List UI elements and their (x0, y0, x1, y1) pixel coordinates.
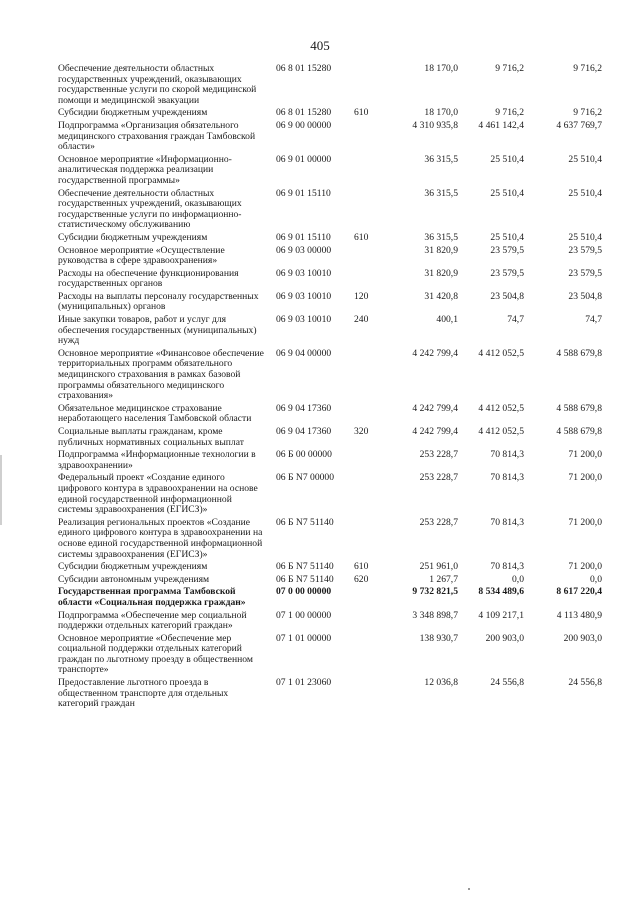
row-name: Федеральный проект «Создание единого цифрового контура в здравоохранении на основе единой государственной информационной системы здравоохранения (ЕГИСЗ)» (58, 472, 258, 516)
table-row (58, 450, 618, 471)
row-value-2: 25 510,4 (490, 153, 524, 165)
row-value-3: 23 504,8 (568, 290, 602, 302)
row-name: Основное мероприятие «Осуществление руководства в сфере здравоохранения» (58, 244, 225, 267)
table-row (58, 246, 618, 267)
row-value-1: 4 242 799,4 (412, 347, 458, 359)
row-expense-type (354, 246, 378, 267)
row-expense-type (354, 518, 378, 560)
row-value-1: 253 228,7 (419, 472, 458, 484)
row-value-3: 8 617 220,4 (556, 586, 602, 598)
row-value-3: 4 113 480,9 (556, 609, 602, 621)
row-value-2: 9 716,2 (495, 107, 524, 119)
row-value-2: 8 534 489,6 (478, 586, 524, 598)
row-value-1: 253 228,7 (419, 449, 458, 461)
row-value-3: 71 200,0 (568, 449, 602, 461)
row-value-1: 4 242 799,4 (412, 426, 458, 437)
row-name: Субсидии автономным учреждениям (58, 573, 210, 585)
row-value-3: 4 637 769,7 (556, 119, 602, 131)
row-value-2: 23 504,8 (490, 290, 524, 302)
row-value-1: 31 420,8 (424, 290, 458, 302)
row-name: Основное мероприятие «Обеспечение мер социальной поддержки отдельных категорий граждан по льготному проезду в общественном транспорте» (58, 632, 253, 676)
row-value-3: 23 579,5 (568, 244, 602, 256)
row-value-1: 36 315,5 (424, 187, 458, 199)
row-code: 07 1 00 00000 (276, 609, 332, 621)
row-value-3: 4 588 679,8 (556, 426, 602, 437)
budget-table (58, 64, 618, 712)
row-value-2: 70 814,3 (490, 516, 524, 528)
row-value-3: 25 510,4 (568, 153, 602, 165)
row-expense-type (354, 678, 378, 710)
row-value-1: 18 170,0 (424, 63, 458, 74)
table-row (58, 269, 618, 290)
row-value-2: 200 903,0 (485, 632, 524, 644)
row-code: 07 0 00 00000 (276, 586, 332, 598)
table-row (58, 473, 618, 515)
row-code: 06 9 03 10010 (276, 314, 332, 326)
row-value-3: 25 510,4 (568, 187, 602, 199)
row-code: 06 Б N7 51140 (276, 561, 334, 573)
table-row (58, 233, 618, 244)
row-value-3: 71 200,0 (568, 561, 602, 573)
row-value-2: 9 716,2 (495, 63, 524, 74)
row-value-3: 4 588 679,8 (556, 402, 602, 414)
row-value-2: 23 579,5 (490, 244, 524, 256)
row-expense-type (354, 64, 378, 106)
row-value-2: 23 579,5 (490, 267, 524, 279)
row-value-2: 0,0 (512, 573, 524, 585)
row-value-1: 9 732 821,5 (412, 586, 458, 598)
row-name: Основное мероприятие «Финансовое обеспечение территориальных программ обязательного медицинского страхования в рамках базовой программы обязательного медицинского страхования» (58, 347, 264, 402)
row-value-3: 23 579,5 (568, 267, 602, 279)
row-value-2: 4 412 052,5 (478, 347, 524, 359)
row-name: Предоставление льготного проезда в общественном транспорте для отдельных категорий граждан (58, 677, 229, 710)
row-name: Обеспечение деятельности областных государственных учреждений, оказывающих государственные услуги по скорой медицинской помощи и медицинской эвакуации (58, 63, 257, 106)
page-number: 405 (310, 38, 330, 53)
row-name: Субсидии бюджетным учреждениям (58, 231, 208, 243)
row-name: Иные закупки товаров, работ и услуг для обеспечения государственных (муниципальных) нужд (58, 314, 257, 347)
table-row (58, 575, 618, 586)
table-row (58, 518, 618, 560)
row-value-3: 9 716,2 (573, 107, 602, 119)
table-row (58, 587, 618, 608)
row-name: Подпрограмма «Информационные технологии в здравоохранении» (58, 449, 256, 471)
table-row (58, 634, 618, 676)
row-expense-type: 610 (354, 231, 369, 243)
row-code: 06 9 04 17360 (276, 426, 332, 437)
row-name: Социальные выплаты гражданам, кроме публичных нормативных социальных выплат (58, 426, 244, 448)
row-code: 07 1 01 23060 (276, 677, 332, 689)
row-value-2: 4 412 052,5 (478, 426, 524, 437)
row-name: Обязательное медицинское страхование неработающего населения Тамбовской области (58, 402, 252, 425)
row-code: 06 8 01 15280 (276, 107, 332, 119)
scan-artifact (0, 455, 2, 525)
row-code: 06 Б 00 00000 (276, 449, 332, 461)
row-code: 06 9 00 00000 (276, 119, 332, 131)
scan-speck (468, 888, 470, 890)
row-name: Субсидии бюджетным учреждениям (58, 107, 208, 119)
row-value-2: 70 814,3 (490, 472, 524, 484)
row-value-1: 31 820,9 (424, 267, 458, 279)
row-value-2: 24 556,8 (490, 677, 524, 689)
row-name: Обеспечение деятельности областных государственных учреждений, оказывающих государственные услуги по информационно-статистическому обслуживанию (58, 187, 242, 231)
row-expense-type: 610 (354, 107, 369, 119)
row-value-1: 31 820,9 (424, 244, 458, 256)
row-code: 06 9 01 15110 (276, 187, 331, 199)
row-expense-type: 240 (354, 314, 369, 326)
row-name: Расходы на выплаты персоналу государственных (муниципальных) органов (58, 290, 259, 313)
row-expense-type: 120 (354, 290, 369, 302)
row-expense-type (354, 121, 378, 153)
table-row (58, 427, 618, 448)
row-code: 06 9 03 10010 (276, 290, 332, 302)
row-value-2: 4 109 217,1 (478, 609, 524, 621)
row-expense-type: 320 (354, 426, 369, 437)
row-value-1: 4 242 799,4 (412, 402, 458, 414)
row-code: 07 1 01 00000 (276, 632, 332, 644)
table-row (58, 611, 618, 632)
row-code: 06 9 04 00000 (276, 347, 332, 359)
row-expense-type (354, 269, 378, 290)
row-value-1: 253 228,7 (419, 516, 458, 528)
row-value-1: 3 348 898,7 (412, 609, 458, 621)
row-expense-type: 610 (354, 561, 369, 573)
row-code: 06 9 03 00000 (276, 244, 332, 256)
row-value-2: 70 814,3 (490, 449, 524, 461)
row-expense-type (354, 587, 378, 608)
table-row (58, 155, 618, 187)
row-value-1: 18 170,0 (424, 107, 458, 119)
row-value-3: 4 588 679,8 (556, 347, 602, 359)
row-name: Государственная программа Тамбовской области «Социальная поддержка граждан» (58, 586, 246, 608)
row-expense-type (354, 473, 378, 515)
row-value-1: 251 961,0 (419, 561, 458, 573)
row-code: 06 Б N7 51140 (276, 573, 334, 585)
row-name: Субсидии бюджетным учреждениям (58, 561, 208, 573)
row-value-1: 1 267,7 (429, 573, 458, 585)
row-expense-type (354, 349, 378, 402)
row-code: 06 8 01 15280 (276, 63, 332, 74)
row-name: Подпрограмма «Организация обязательного медицинского страхования граждан Тамбовской области» (58, 119, 256, 153)
row-expense-type (354, 634, 378, 676)
row-code: 06 9 04 17360 (276, 402, 332, 414)
row-name: Подпрограмма «Обеспечение мер социальной поддержки отдельных категорий граждан» (58, 609, 247, 632)
row-expense-type (354, 404, 378, 425)
row-value-2: 4 412 052,5 (478, 402, 524, 414)
table-row (58, 108, 618, 119)
row-code: 06 Б N7 00000 (276, 472, 335, 484)
row-expense-type (354, 155, 378, 187)
row-value-2: 74,7 (507, 314, 524, 326)
table-row (58, 404, 618, 425)
row-value-3: 24 556,8 (568, 677, 602, 689)
table-row (58, 64, 618, 106)
row-value-2: 4 461 142,4 (478, 119, 524, 131)
row-code: 06 9 01 15110 (276, 231, 331, 243)
row-code: 06 Б N7 51140 (276, 516, 334, 528)
row-code: 06 9 03 10010 (276, 267, 332, 279)
table-row (58, 315, 618, 347)
row-value-2: 25 510,4 (490, 187, 524, 199)
row-expense-type: 620 (354, 573, 369, 585)
row-value-1: 138 930,7 (419, 632, 458, 644)
table-row (58, 678, 618, 710)
row-name: Расходы на обеспечение функционирования государственных органов (58, 267, 239, 290)
row-value-3: 74,7 (585, 314, 602, 326)
row-value-3: 200 903,0 (563, 632, 602, 644)
row-expense-type (354, 189, 378, 231)
row-value-3: 71 200,0 (568, 516, 602, 528)
row-value-1: 400,1 (436, 314, 458, 326)
row-value-3: 25 510,4 (568, 231, 602, 243)
table-row (58, 189, 618, 231)
row-value-3: 0,0 (590, 573, 602, 585)
row-value-1: 36 315,5 (424, 231, 458, 243)
row-value-1: 12 036,8 (424, 677, 458, 689)
table-row (58, 292, 618, 313)
row-value-1: 4 310 935,8 (412, 119, 458, 131)
row-value-2: 25 510,4 (490, 231, 524, 243)
row-expense-type (354, 450, 378, 471)
row-value-2: 70 814,3 (490, 561, 524, 573)
row-name: Основное мероприятие «Информационно-аналитическая поддержка реализации государственной программы» (58, 153, 232, 186)
table-row (58, 562, 618, 573)
table-row (58, 349, 618, 402)
row-name: Реализация региональных проектов «Создание единого цифрового контура в здравоохранении на основе единой государственной информационной системы здравоохранения (ЕГИСЗ)» (58, 516, 263, 560)
row-expense-type (354, 611, 378, 632)
row-value-3: 9 716,2 (573, 63, 602, 74)
table-row (58, 121, 618, 153)
row-code: 06 9 01 00000 (276, 153, 332, 165)
row-value-3: 71 200,0 (568, 472, 602, 484)
row-value-1: 36 315,5 (424, 153, 458, 165)
